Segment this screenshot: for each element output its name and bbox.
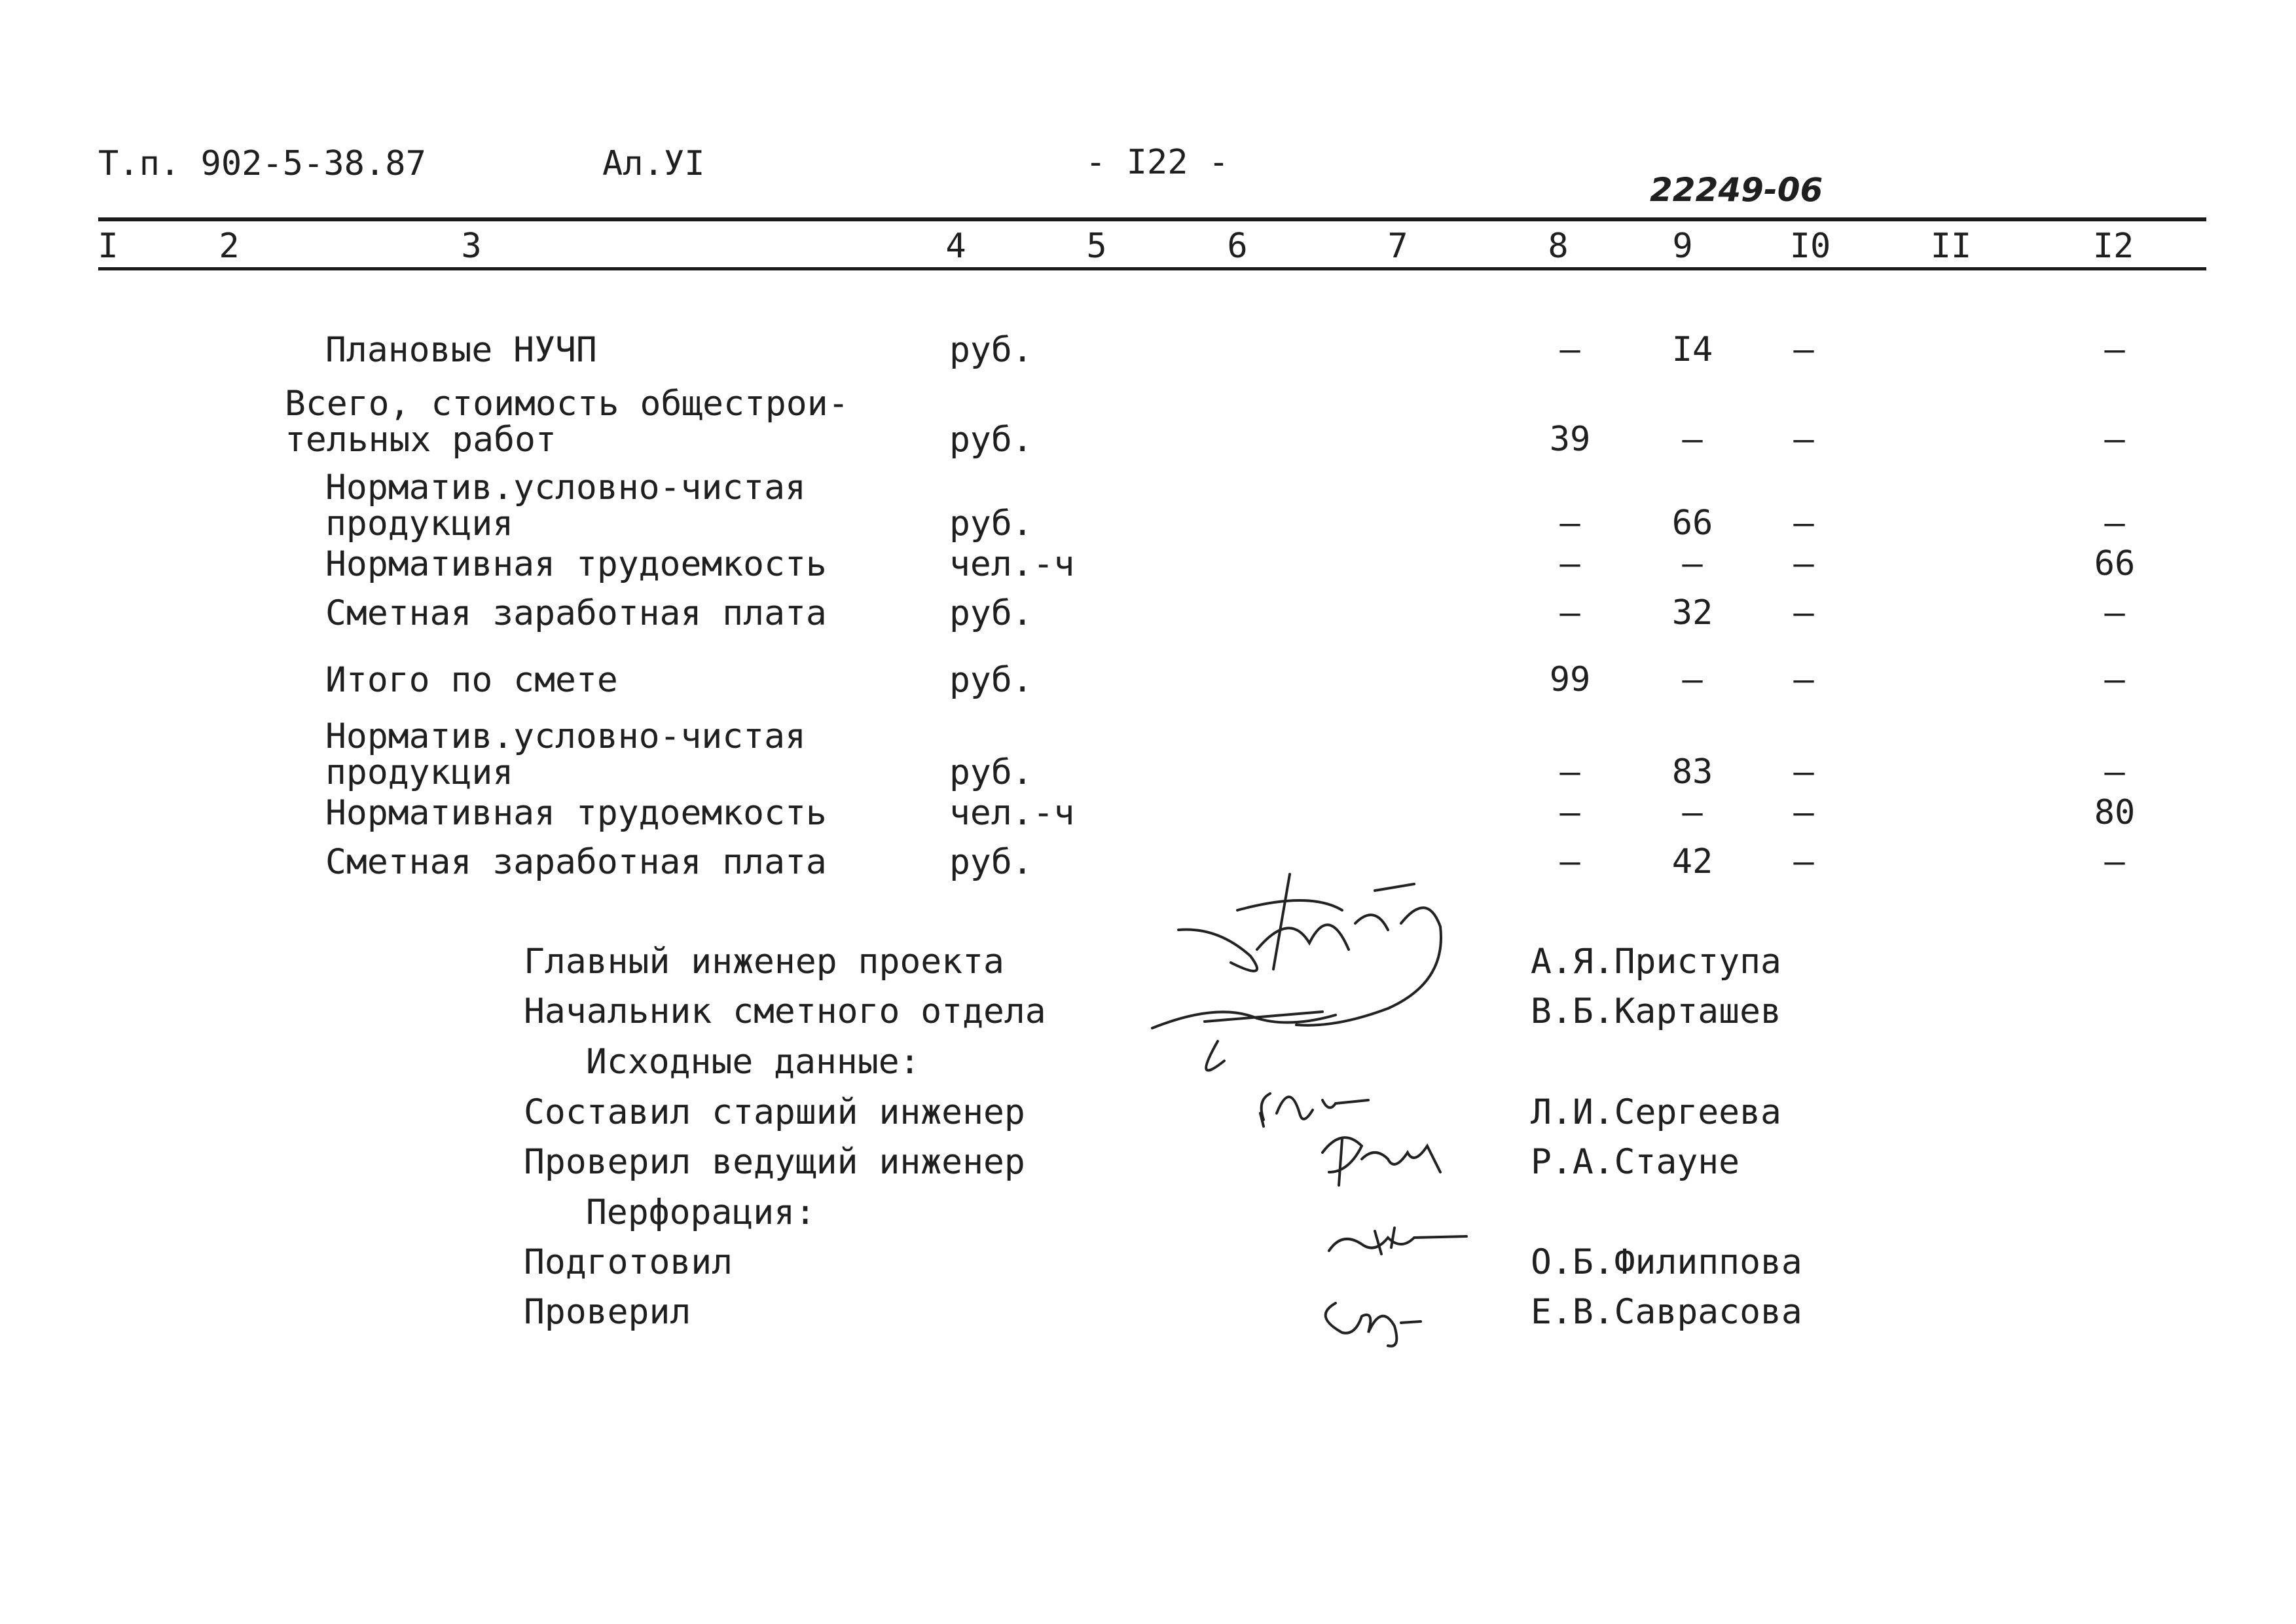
row-value-c8: – — [1559, 504, 1580, 543]
row-value-c12: – — [2104, 593, 2125, 633]
row-value-c10: – — [1793, 593, 1814, 633]
signer-role: Проверил — [524, 1292, 691, 1332]
row-unit: руб. — [949, 593, 1033, 633]
signer-name: Е.В.Саврасова — [1531, 1292, 1802, 1332]
top-rule — [98, 217, 2206, 221]
row-value-c9: I4 — [1671, 330, 1713, 369]
row-label: Сметная заработная плата — [325, 842, 827, 882]
row-label: Плановые НУЧП — [325, 330, 597, 370]
inventory-number: 22249-06 — [1650, 171, 1823, 209]
row-value-c12: – — [2104, 330, 2125, 369]
row-value-c10: – — [1793, 544, 1814, 583]
row-value-c12: – — [2104, 420, 2125, 459]
row-value-c10: – — [1793, 330, 1814, 369]
column-header-11: II — [1930, 227, 1972, 266]
signer-name: А.Я.Приступа — [1531, 942, 1781, 982]
row-value-c9: 42 — [1671, 842, 1713, 881]
row-unit: руб. — [949, 842, 1033, 882]
row-value-c10: – — [1793, 842, 1814, 881]
row-unit: руб. — [949, 330, 1033, 370]
signer-name: Р.А.Стауне — [1531, 1142, 1740, 1182]
row-value-c12: – — [2104, 504, 2125, 543]
signer-role: Составил старший инженер — [524, 1092, 1025, 1132]
row-label: продукция — [325, 504, 514, 544]
row-value-c9: – — [1682, 420, 1703, 459]
row-value-c10: – — [1793, 660, 1814, 699]
row-label: тельных работ — [285, 420, 556, 460]
column-header-9: 9 — [1672, 227, 1693, 266]
column-header-12: I2 — [2092, 227, 2134, 266]
row-value-c12: – — [2104, 842, 2125, 881]
row-label: Норматив.условно-чистая — [325, 716, 806, 756]
row-value-c9: 32 — [1671, 593, 1713, 633]
row-value-c8: – — [1559, 793, 1580, 832]
signer-role: Подготовил — [524, 1242, 733, 1282]
row-value-c10: – — [1793, 504, 1814, 543]
section-heading: Исходные данные: — [586, 1042, 920, 1082]
signature-scribble-3 — [1316, 1218, 1486, 1362]
row-label: Нормативная трудоемкость — [325, 793, 827, 833]
row-value-c8: – — [1559, 752, 1580, 792]
column-header-4: 4 — [945, 227, 966, 266]
signer-name: О.Б.Филиппова — [1531, 1242, 1802, 1282]
row-label: Нормативная трудоемкость — [325, 544, 827, 584]
row-unit: руб. — [949, 504, 1033, 544]
row-value-c9: 66 — [1671, 504, 1713, 543]
column-header-6: 6 — [1227, 227, 1248, 266]
row-value-c9: – — [1682, 544, 1703, 583]
row-value-c9: – — [1682, 793, 1703, 832]
row-value-c8: – — [1559, 842, 1580, 881]
row-value-c12: – — [2104, 660, 2125, 699]
row-unit: чел.-ч — [949, 544, 1075, 584]
page-number: - I22 - — [1085, 143, 1230, 182]
row-label: Итого по смете — [325, 660, 618, 700]
row-value-c9: 83 — [1671, 752, 1713, 792]
row-value-c8: – — [1559, 593, 1580, 633]
column-header-10: I0 — [1789, 227, 1831, 266]
row-unit: руб. — [949, 752, 1033, 792]
row-value-c8: 39 — [1549, 420, 1591, 459]
row-label: Сметная заработная плата — [325, 593, 827, 633]
column-header-5: 5 — [1086, 227, 1107, 266]
column-header-2: 2 — [219, 227, 240, 266]
row-value-c9: – — [1682, 660, 1703, 699]
row-value-c10: – — [1793, 752, 1814, 792]
signer-role: Начальник сметного отдела — [524, 991, 1046, 1031]
row-label: продукция — [325, 752, 514, 792]
section-heading: Перфорация: — [586, 1192, 816, 1232]
signature-scribble-2 — [1250, 1074, 1460, 1211]
signature-scribble-1 — [1139, 864, 1480, 1100]
column-header-1: I — [98, 227, 118, 266]
document-code: Т.п. 902-5-38.87 — [98, 144, 426, 183]
column-header-7: 7 — [1387, 227, 1408, 266]
signer-name: Л.И.Сергеева — [1531, 1092, 1781, 1132]
row-value-c10: – — [1793, 793, 1814, 832]
row-label: Всего, стоимость общестрои- — [285, 384, 849, 424]
row-label: Норматив.условно-чистая — [325, 468, 806, 507]
row-unit: руб. — [949, 420, 1033, 460]
row-value-c12: 80 — [2094, 793, 2136, 832]
row-value-c8: – — [1559, 330, 1580, 369]
row-value-c8: 99 — [1549, 660, 1591, 699]
column-header-3: 3 — [461, 227, 482, 266]
row-value-c12: 66 — [2094, 544, 2136, 583]
signer-role: Проверил ведущий инженер — [524, 1142, 1025, 1182]
row-unit: чел.-ч — [949, 793, 1075, 833]
signer-name: В.Б.Карташев — [1531, 991, 1781, 1031]
signer-role: Главный инженер проекта — [524, 942, 1004, 982]
header-bottom-rule — [98, 267, 2206, 270]
row-value-c10: – — [1793, 420, 1814, 459]
row-value-c8: – — [1559, 544, 1580, 583]
row-unit: руб. — [949, 660, 1033, 700]
album-number: Ал.УI — [602, 144, 705, 183]
column-header-8: 8 — [1548, 227, 1569, 266]
row-value-c12: – — [2104, 752, 2125, 792]
